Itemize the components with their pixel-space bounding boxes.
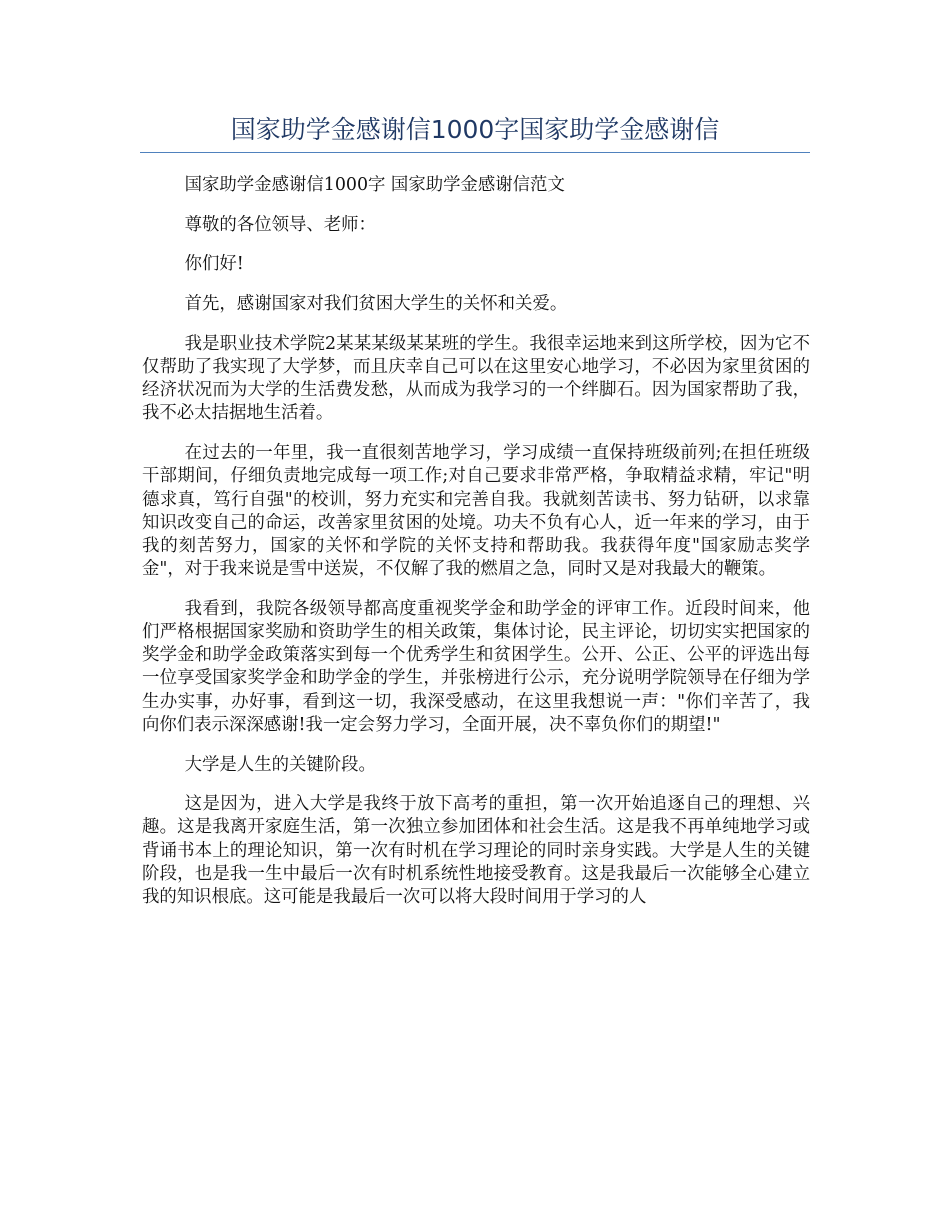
paragraph-thanks: 首先，感谢国家对我们贫困大学生的关怀和关爱。 — [184, 294, 568, 315]
paragraph-key-stage: 大学是人生的关键阶段。 — [184, 754, 376, 775]
paragraph-past-year: 在过去的一年里，我一直很刻苦地学习，学习成绩一直保持班级前列;在担任班级干部期间，仔细负责地完成每一项工作;对自己要求非常严格，争取精益求精，牢记"明德求真，笃行自强"的校训，努力充实和完善自我。我就刻苦读书、努力钻研，以求靠知识改变自己的命运，改善家里贫困的处境。功夫不负有心人，近一年来的学习，由于我的刻苦努力，国家的关怀和学院的关怀支持和帮助我。我获得年度"国家励志奖学金"，对于我来说是雪中送炭，不仅解了我的燃眉之急，同时又是对我最大的鞭策。 — [142, 443, 810, 580]
paragraph-introduction: 我是职业技术学院2某某某级某某班的学生。我很幸运地来到这所学校，因为它不仅帮助了我实现了大学梦，而且庆幸自己可以在这里安心地学习，不必因为家里贫困的经济状况而为大学的生活费发愁，从而成为我学习的一个绊脚石。因为国家帮助了我，我不必太拮据地生活着。 — [142, 333, 810, 424]
paragraph-salutation: 尊敬的各位领导、老师： — [184, 214, 376, 235]
document-title: 国家助学金感谢信1000字国家助学金感谢信 — [230, 115, 720, 144]
paragraph-greeting: 你们好! — [184, 254, 244, 275]
paragraph-university: 这是因为，进入大学是我终于放下高考的重担，第一次开始追逐自己的理想、兴趣。这是我离开家庭生活，第一次独立参加团体和社会生活。这是我不再单纯地学习或背诵书本上的理论知识，第一次有时机在学习理论的同时亲身实践。大学是人生的关键阶段，也是我一生中最后一次有时机系统性地接受教育。这是我最后一次能够全心建立我的知识根底。这可能是我最后一次可以将大段时间用于学习的人 — [142, 794, 810, 908]
paragraph-leaders: 我看到，我院各级领导都高度重视奖学金和助学金的评审工作。近段时间来，他们严格根据国家奖励和资助学生的相关政策，集体讨论，民主评论，切切实实把国家的奖学金和助学金政策落实到每一个优秀学生和贫困学生。公开、公正、公平的评选出每一位享受国家奖学金和助学金的学生，并张榜进行公示，充分说明学院领导在仔细为学生办实事，办好事，看到这一切，我深受感动，在这里我想说一声："你们辛苦了，我向你们表示深深感谢!我一定会努力学习，全面开展，决不辜负你们的期望!" — [142, 598, 810, 735]
document-body — [142, 174, 810, 909]
paragraph-subtitle: 国家助学金感谢信1000字 国家助学金感谢信范文 — [184, 175, 565, 195]
title-underline — [140, 152, 810, 153]
